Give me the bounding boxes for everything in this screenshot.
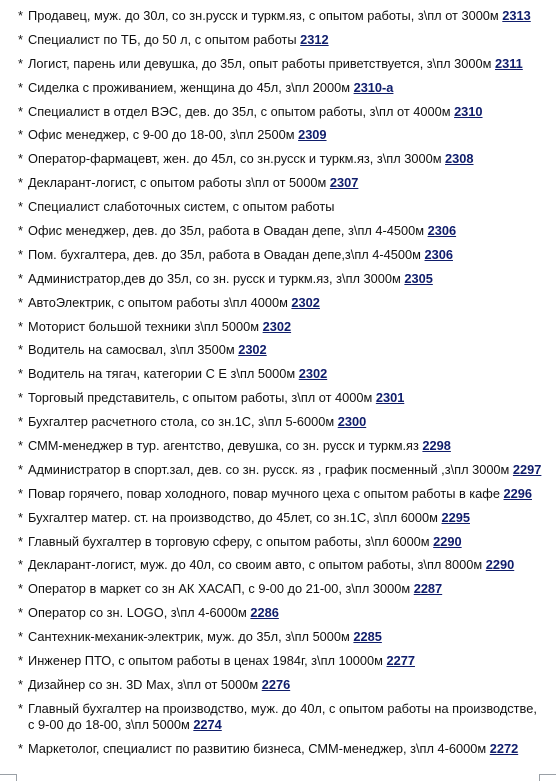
vacancy-number-link[interactable]: 2298 [422,438,451,454]
vacancy-number-link[interactable]: 2300 [337,414,367,430]
vacancy-number-link[interactable]: 2276 [261,676,291,692]
list-item [18,741,546,757]
list-item [18,319,546,335]
vacancy-number-link[interactable]: 2297 [512,461,542,477]
vacancy-text: Офис менеджер, дев. до 35л, работа в Овадан депе, з\пл 4-4500м [28,223,428,239]
list-item [18,366,546,382]
vacancy-number-link[interactable]: 2302 [291,294,320,310]
vacancy-text: АвтоЭлектрик, с опытом работы з\пл 4000м [28,294,292,310]
list-item [18,534,546,550]
list-item [18,56,546,72]
vacancy-number-link[interactable]: 2309 [298,127,327,143]
vacancy-text: Маркетолог, специалист по развитию бизнеса, СММ-менеджер, з\пл 4-6000м [28,740,490,756]
vacancy-number-link[interactable]: 2302 [238,342,267,358]
vacancy-number-link[interactable]: 2277 [386,653,415,669]
bullet-icon: * [18,318,23,334]
bullet-icon: * [18,246,23,262]
vacancy-entry [28,199,546,215]
bullet-icon: * [18,533,23,549]
bullet-icon: * [18,294,23,310]
list-item [18,629,546,645]
list-item [18,701,546,733]
vacancy-entry [28,295,546,311]
vacancy-text: Специалист в отдел ВЭС, дев. до 35л, с опытом работы, з\пл от 4000м [28,103,455,119]
list-item [18,127,546,143]
vacancy-number-link[interactable]: 2290 [485,557,515,573]
vacancy-entry [28,414,546,430]
vacancy-text: Продавец, муж. до 30л, со зн.русск и туркм.яз, с опытом работы, з\пл от 3000м [28,8,503,23]
vacancy-entry [28,223,546,239]
vacancy-entry [28,247,546,263]
vacancy-list [18,8,546,757]
bullet-icon: * [18,199,23,215]
list-item [18,605,546,621]
bullet-icon: * [18,55,23,71]
bullet-icon: * [18,175,23,191]
list-item [18,271,546,287]
vacancy-entry [28,462,546,478]
page-corner-left [0,774,17,781]
vacancy-entry [28,581,546,597]
vacancy-text: Водитель на тягач, категории С Е з\пл 5000м [28,366,299,382]
vacancy-entry [28,741,546,757]
list-item [18,677,546,693]
bullet-icon: * [18,366,23,382]
vacancy-text: Моторист большой техники з\пл 5000м [28,318,263,334]
bullet-icon: * [18,653,23,669]
list-item [18,295,546,311]
bullet-icon: * [18,270,23,286]
bullet-icon: * [18,223,23,239]
list-item [18,175,546,191]
vacancy-entry [28,510,546,526]
vacancy-text: Сантехник-механик-электрик, муж. до 35л, з\пл 5000м [28,629,354,645]
vacancy-number-link[interactable]: 2296 [503,485,532,501]
vacancy-entry [28,653,546,669]
bullet-icon: * [18,79,23,95]
vacancy-entry [28,271,546,287]
list-item [18,247,546,263]
vacancy-text: Торговый представитель, с опытом работы, з\пл от 4000м [28,390,376,406]
bullet-icon: * [18,485,23,501]
list-item [18,199,546,215]
vacancy-entry [28,56,546,72]
bullet-icon: * [18,103,23,119]
vacancy-text: Администратор в спорт.зал, дев. со зн. русск. яз , график посменный ,з\пл 3000м [28,461,513,477]
list-item [18,8,546,24]
bullet-icon: * [18,557,23,573]
list-item [18,462,546,478]
vacancy-text: Инженер ПТО, с опытом работы в ценах 1984г, з\пл 10000м [28,653,387,669]
bullet-icon: * [18,438,23,454]
vacancy-entry [28,701,546,733]
list-item [18,32,546,48]
vacancy-text: Повар горячего, повар холодного, повар мучного цеха с опытом работы в кафе [28,485,504,501]
vacancy-text: Оператор-фармацевт, жен. до 45л, со зн.русск и туркм.яз, з\пл 3000м [28,151,446,167]
vacancy-number-link[interactable]: 2301 [375,390,405,406]
vacancy-number-link[interactable]: 2305 [404,270,433,286]
vacancy-number-link[interactable]: 2310-а [353,79,394,95]
bullet-icon: * [18,605,23,621]
list-item [18,151,546,167]
vacancy-entry [28,319,546,335]
vacancy-entry [28,80,546,96]
list-item [18,510,546,526]
vacancy-text: Главный бухгалтер на производство, муж. до 40л, с опытом работы на производстве, с 9-00 до 18-00, з\пл 5000м [28,700,537,732]
list-item [18,438,546,454]
vacancy-entry [28,605,546,621]
list-item [18,390,546,406]
bullet-icon: * [18,390,23,406]
list-item [18,80,546,96]
vacancy-number-link[interactable]: 2311 [495,55,523,71]
vacancy-number-link[interactable]: 2306 [424,246,453,262]
page-corner-right [539,774,556,781]
vacancy-entry [28,175,546,191]
vacancy-text: Водитель на самосвал, з\пл 3500м [28,342,239,358]
vacancy-text: Декларант-логист, муж. до 40л, со своим авто, с опытом работы, з\пл 8000м [28,557,486,573]
vacancy-number-link[interactable]: 2306 [427,223,457,239]
bullet-icon: * [18,740,23,756]
vacancy-number-link[interactable]: 2295 [441,509,470,525]
vacancy-entry [28,390,546,406]
bullet-icon: * [18,31,23,47]
vacancy-number-link[interactable]: 2313 [502,8,531,23]
vacancy-text: Пом. бухгалтера, дев. до 35л, работа в Овадан депе,з\пл 4-4500м [28,246,425,262]
vacancy-number-link[interactable]: 2302 [298,366,328,382]
vacancy-entry [28,534,546,550]
bullet-icon: * [18,581,23,597]
vacancy-entry [28,486,546,502]
vacancy-entry [28,104,546,120]
vacancy-number-link[interactable]: 2312 [300,31,329,47]
vacancy-text: Администратор,дев до 35л, со зн. русск и туркм.яз, з\пл 3000м [28,270,405,286]
bullet-icon: * [18,151,23,167]
vacancy-number-link[interactable]: 2308 [445,151,474,167]
vacancy-text: Оператор со зн. LOGO, з\пл 4-6000м [28,605,251,621]
vacancy-entry [28,8,546,24]
vacancy-number-link[interactable]: 2286 [250,605,279,621]
vacancy-text: Логист, парень или девушка, до 35л, опыт работы приветствуется, з\пл 3000м [28,55,496,71]
vacancy-entry [28,629,546,645]
vacancy-number-link[interactable]: 2290 [433,533,462,549]
vacancy-number-link[interactable]: 2310 [454,103,483,119]
list-item [18,557,546,573]
vacancy-number-link[interactable]: 2302 [262,318,292,334]
vacancy-number-link[interactable]: 2307 [329,175,359,191]
vacancy-entry [28,342,546,358]
bullet-icon: * [18,342,23,358]
vacancy-text: Главный бухгалтер в торговую сферу, с опытом работы, з\пл 6000м [28,533,434,549]
bullet-icon: * [18,629,23,645]
vacancy-text: Бухгалтер расчетного стола, со зн.1С, з\пл 5-6000м [28,414,338,430]
bullet-icon: * [18,509,23,525]
vacancy-number-link[interactable]: 2285 [353,629,382,645]
list-item [18,653,546,669]
vacancy-text: СММ-менеджер в тур. агентство, девушка, со зн. русск и туркм.яз [28,438,423,454]
vacancy-number-link[interactable]: 2274 [193,716,222,732]
bullet-icon: * [18,461,23,477]
vacancy-entry [28,32,546,48]
vacancy-entry [28,438,546,454]
vacancy-text: Оператор в маркет со зн АК ХАСАП, с 9-00 до 21-00, з\пл 3000м [28,581,414,597]
bullet-icon: * [18,414,23,430]
list-item [18,104,546,120]
list-item [18,581,546,597]
vacancy-entry [28,366,546,382]
list-item [18,342,546,358]
list-item [18,486,546,502]
bullet-icon: * [18,700,23,716]
list-item [18,414,546,430]
bullet-icon: * [18,676,23,692]
list-item [18,223,546,239]
bullet-icon: * [18,127,23,143]
vacancy-text: Офис менеджер, с 9-00 до 18-00, з\пл 2500м [28,127,299,143]
vacancy-text: Сиделка с проживанием, женщина до 45л, з\пл 2000м [28,79,354,95]
vacancy-text: Специалист по ТБ, до 50 л, с опытом работы [28,31,301,47]
vacancy-text: Декларант-логист, с опытом работы з\пл от 5000м [28,175,330,191]
vacancy-entry [28,127,546,143]
bullet-icon: * [18,8,23,23]
vacancy-number-link[interactable]: 2272 [489,740,519,756]
vacancy-text: Специалист слаботочных систем, с опытом работы [28,199,335,215]
vacancy-entry [28,677,546,693]
vacancy-text: Бухгалтер матер. ст. на производство, до 45лет, со зн.1С, з\пл 6000м [28,509,442,525]
vacancy-text: Дизайнер со зн. 3D Max, з\пл от 5000м [28,676,262,692]
vacancy-entry [28,151,546,167]
vacancy-number-link[interactable]: 2287 [413,581,443,597]
vacancy-entry [28,557,546,573]
